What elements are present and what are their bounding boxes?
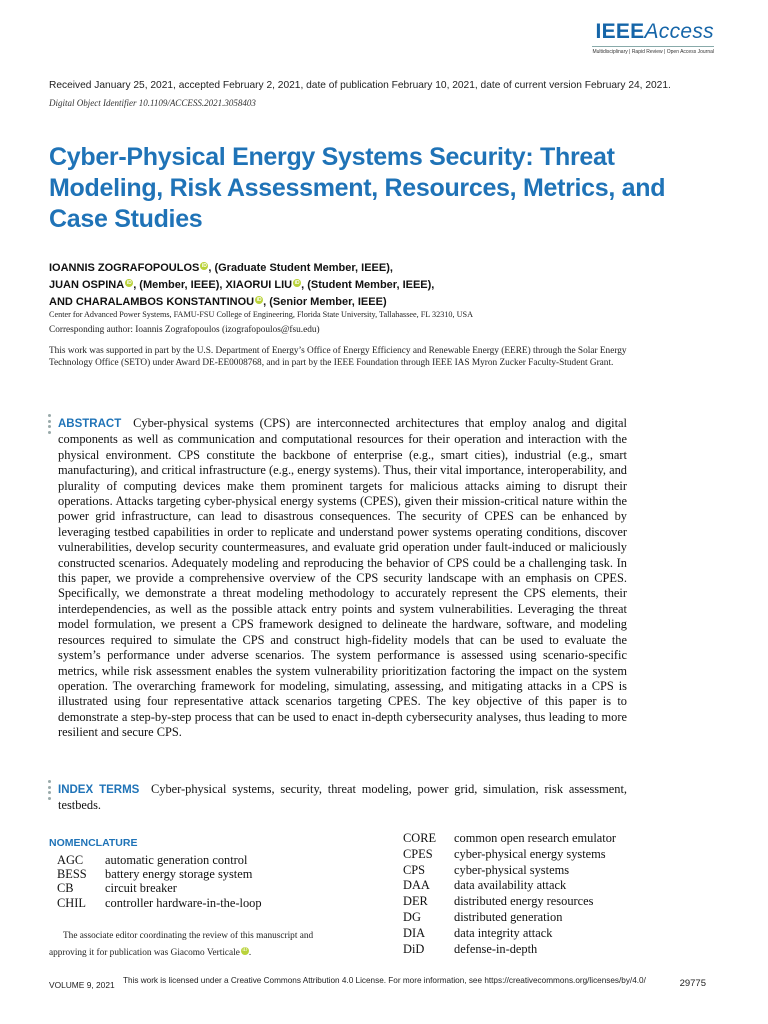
abbr: DG xyxy=(403,909,421,924)
nomenclature-heading: NOMENCLATURE xyxy=(49,837,138,849)
editor-note-line-2: approving it for publication was Giacomo Verticale iD . xyxy=(49,948,252,959)
author-name: JUAN OSPINA xyxy=(49,279,125,291)
abstract-label: ABSTRACT xyxy=(58,418,122,430)
author-name: AND CHARALAMBOS KONSTANTINOU xyxy=(49,296,255,308)
nomenclature-row xyxy=(57,867,262,881)
definition: cyber-physical systems xyxy=(454,862,570,877)
received-dates: Received January 25, 2021, accepted February 2, 2021, date of publication February 10, 2021, date of current version February 24, 2021. xyxy=(49,80,671,91)
author-affil: , (Student Member, IEEE), xyxy=(301,279,435,291)
footer-volume: VOLUME 9, 2021 xyxy=(49,980,115,990)
editor-note-line-1: The associate editor coordinating the review of this manuscript and xyxy=(63,931,314,941)
nomenclature-row xyxy=(403,831,616,847)
abstract-text: Cyber-physical systems (CPS) are interconnected architectures that employ analog and digital components as well as communication and computational resources for their operation and interaction with the physical environment. CPS constitute the backbone of enterprise (e.g., smart cities), industrial (e.g., smart manufacturing), and critical infrastructure (e.g., energy systems). Thus, their vital importance, interoperability, and plurality of computing devices make them prominent targets for malicious attacks aiming to disrupt their operations. Attacks targeting cyber-physical energy systems (CPES), given their mission-critical nature within the power grid infrastructure, can lead to disastrous consequences. The security of CPES can be enhanced by leveraging testbed capabilities in order to replicate and understand power systems operating conditions, discover vulnerabilities, develop security countermeasures, and evaluate grid operation under fault-induced or maliciously constructed scenarios. Adequately modeling and reproducing the behavior of CPS could be a challenging task. In this paper, we provide a comprehensive overview of the CPS security landscape with an emphasis on CPES. Specifically, we demonstrate a threat modeling methodology to accurately represent the CPS elements, their interdependencies, as well as the possible attack entry points and system vulnerabilities. Leveraging the threat model formulation, we present a CPS framework designed to delineate the hardware, software, and modeling resources required to simulate the CPS and construct high-fidelity models that can be used to evaluate the system’s performance under adverse scenarios. The system performance is assessed using scenario-specific metrics, while risk assessment enables the system vulnerability prioritization factoring the impact on the system operation. The overarching framework for modeling, simulating, assessing, and mitigating attacks in a CPS is illustrated using four representative attack scenarios targeting CPES. The key objective of this paper is to demonstrate a step-by-step process that can be used to enact in-depth cybersecurity analyses, thus leading to more resilient and secure CPS. xyxy=(58,416,627,740)
nomenclature-row xyxy=(403,926,616,942)
abbr: DAA xyxy=(403,878,430,893)
corresponding-author: Corresponding author: Ioannis Zografopoulos (izografopoulos@fsu.edu) xyxy=(49,325,320,335)
author-name: IOANNIS ZOGRAFOPOULOS xyxy=(49,262,200,274)
orcid-icon[interactable]: iD xyxy=(242,948,248,954)
definition: distributed generation xyxy=(454,909,563,924)
nomenclature-row xyxy=(57,853,262,867)
editor-note xyxy=(49,928,370,963)
editor-note-text: approving it for publication was Giacomo Verticale xyxy=(49,948,240,959)
nomenclature-row xyxy=(57,881,262,895)
brand-access: Access xyxy=(644,20,714,43)
abbr: BESS xyxy=(57,867,87,882)
footer-page-number: 29775 xyxy=(679,978,706,989)
orcid-icon[interactable]: iD xyxy=(126,280,132,286)
nomenclature-row xyxy=(403,894,616,910)
brand-ieee: IEEE xyxy=(595,20,645,43)
nomenclature-right xyxy=(403,831,616,957)
paper-title: Cyber-Physical Energy Systems Security: Threat Modeling, Risk Assessment, Resources, Metrics, and Case Studies xyxy=(49,143,666,233)
orcid-icon[interactable]: iD xyxy=(201,263,207,269)
nomenclature-row xyxy=(57,896,262,910)
nomenclature-row xyxy=(403,847,616,863)
author-line-1 xyxy=(49,262,393,274)
definition: cyber-physical energy systems xyxy=(454,846,606,861)
definition: data integrity attack xyxy=(454,925,553,940)
abbr: CB xyxy=(57,881,74,896)
definition: common open research emulator xyxy=(454,831,617,845)
author-affil: , (Member, IEEE), XIAORUI LIU xyxy=(133,279,293,291)
doi: Digital Object Identifier 10.1109/ACCESS.2021.3058403 xyxy=(49,98,256,108)
nomenclature-row xyxy=(403,942,616,958)
orcid-icon[interactable]: iD xyxy=(294,280,300,286)
index-terms-label: INDEX TERMS xyxy=(58,784,140,796)
definition: circuit breaker xyxy=(105,881,177,896)
definition: defense-in-depth xyxy=(454,941,538,956)
abbr: DER xyxy=(403,894,428,909)
footer-license: This work is licensed under a Creative Commons Attribution 4.0 License. For more information, see https://creativecommons.org/licenses/by/4.0/ xyxy=(123,976,646,985)
author-affil: , (Graduate Student Member, IEEE), xyxy=(208,262,393,274)
abbr: AGC xyxy=(57,853,84,867)
funding-note: This work was supported in part by the U.S. Department of Energy’s Office of Energy Efficiency and Renewable Energy (EERE) through the Solar Energy Technology Office (SETO) under Award DE-EE0008768, and in part by the IEEE Foundation through IEEE IAS Myron Zucker Faculty-Student Grant. xyxy=(49,346,627,369)
abbr: CHIL xyxy=(57,895,86,910)
orcid-icon[interactable]: iD xyxy=(256,297,262,303)
nomenclature-row xyxy=(403,863,616,879)
definition: controller hardware-in-the-loop xyxy=(105,895,262,910)
abbr: CPS xyxy=(403,862,426,877)
section-marker-icon xyxy=(48,414,51,436)
affiliation: Center for Advanced Power Systems, FAMU-FSU College of Engineering, Florida State University, Tallahassee, FL 32310, USA xyxy=(49,310,473,319)
nomenclature-left xyxy=(57,853,262,910)
index-terms xyxy=(58,782,627,814)
author-line-2 xyxy=(49,279,434,291)
definition: automatic generation control xyxy=(105,853,248,867)
nomenclature-row xyxy=(403,878,616,894)
nomenclature-row xyxy=(403,910,616,926)
definition: battery energy storage system xyxy=(105,867,253,882)
journal-brand xyxy=(592,20,714,44)
definition: distributed energy resources xyxy=(454,894,594,909)
abbr: CPES xyxy=(403,846,433,861)
journal-tagline: Multidisciplinary | Rapid Review | Open Access Journal xyxy=(592,46,714,55)
author-affil: , (Senior Member, IEEE) xyxy=(263,296,387,308)
abbr: DIA xyxy=(403,925,426,940)
index-terms-text: Cyber-physical systems, security, threat modeling, power grid, simulation, risk assessment, testbeds. xyxy=(58,782,627,813)
definition: data availability attack xyxy=(454,878,567,893)
author-line-3 xyxy=(49,296,387,308)
abbr: CORE xyxy=(403,831,437,845)
section-marker-icon xyxy=(48,780,51,802)
abbr: DiD xyxy=(403,941,425,956)
journal-logo xyxy=(592,20,714,55)
abstract xyxy=(58,416,627,741)
